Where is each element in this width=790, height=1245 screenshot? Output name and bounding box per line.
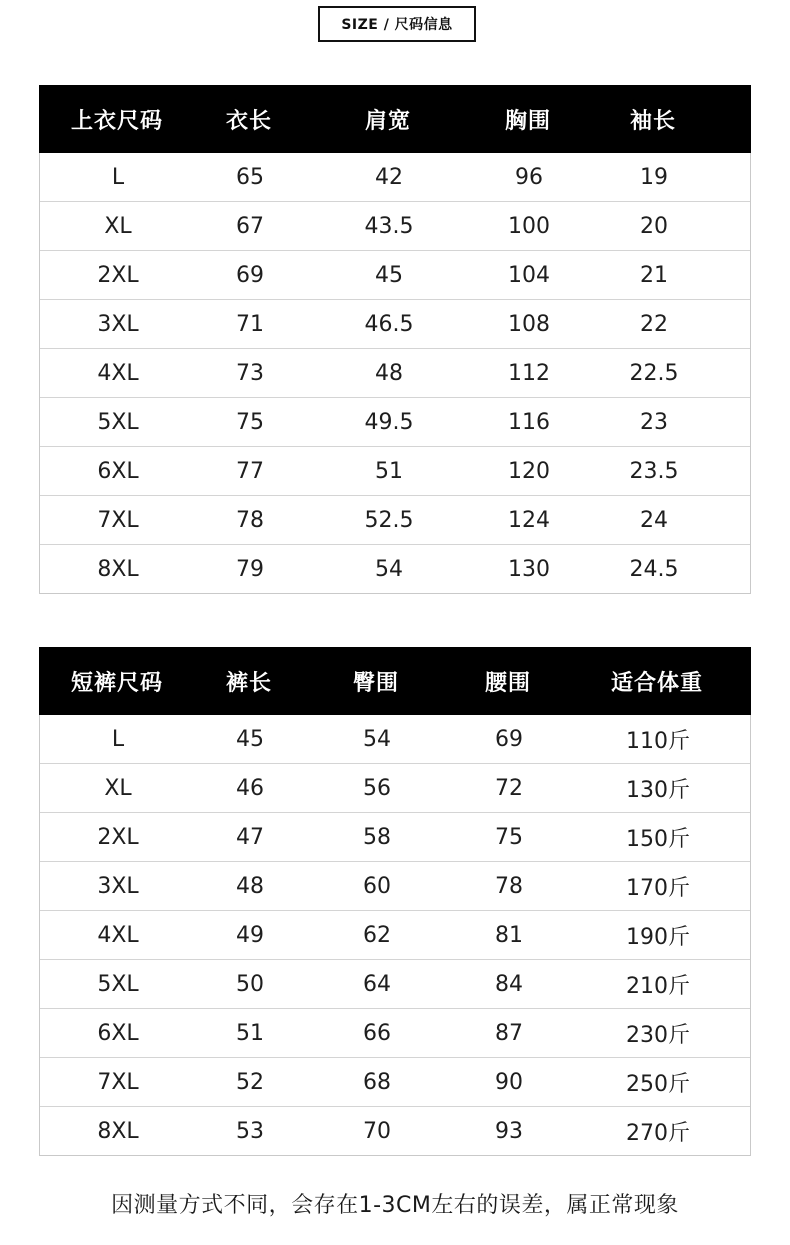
shorts-header-weight: 适合体重	[610, 670, 704, 696]
weight-cell: 210斤	[626, 973, 690, 999]
waist-cell: 78	[495, 873, 523, 899]
hip-cell: 64	[363, 971, 391, 997]
weight-cell: 250斤	[626, 1071, 690, 1097]
length-cell: 69	[236, 262, 264, 288]
length-cell: 75	[236, 409, 264, 435]
table-row	[40, 911, 750, 960]
shoulder-cell: 45	[375, 262, 403, 288]
sleeve-cell: 19	[640, 164, 668, 190]
shorts-header-length: 裤长	[225, 670, 273, 696]
hip-cell: 68	[363, 1069, 391, 1095]
sleeve-cell: 22.5	[629, 360, 679, 386]
chest-cell: 100	[508, 213, 550, 239]
length-cell: 45	[236, 726, 264, 752]
size-cell: 5XL	[97, 409, 139, 435]
hip-cell: 60	[363, 873, 391, 899]
table-row	[40, 545, 750, 593]
size-cell: 4XL	[97, 922, 139, 948]
chest-cell: 112	[508, 360, 550, 386]
hip-cell: 56	[363, 775, 391, 801]
shoulder-cell: 51	[375, 458, 403, 484]
waist-cell: 84	[495, 971, 523, 997]
table-row	[40, 202, 750, 251]
table-row	[40, 764, 750, 813]
top-header-length: 衣长	[225, 108, 273, 134]
size-cell: 8XL	[97, 1118, 139, 1144]
table-row	[40, 447, 750, 496]
weight-cell: 270斤	[626, 1120, 690, 1146]
table-row	[40, 813, 750, 862]
waist-cell: 69	[495, 726, 523, 752]
table-row	[40, 251, 750, 300]
measurement-disclaimer: 因测量方式不同，会存在1-3CM左右的误差，属正常现象	[111, 1193, 679, 1218]
size-cell: 3XL	[97, 311, 139, 337]
table-row	[40, 960, 750, 1009]
length-cell: 71	[236, 311, 264, 337]
table-row	[40, 300, 750, 349]
shoulder-cell: 52.5	[364, 507, 414, 533]
chest-cell: 116	[508, 409, 550, 435]
size-cell: L	[111, 726, 125, 752]
shorts-header-hip: 臀围	[352, 670, 400, 696]
length-cell: 78	[236, 507, 264, 533]
size-cell: L	[111, 164, 125, 190]
shorts-header-waist: 腰围	[484, 670, 532, 696]
top-header-sleeve: 袖长	[629, 108, 677, 134]
length-cell: 65	[236, 164, 264, 190]
size-cell: 2XL	[97, 262, 139, 288]
hip-cell: 62	[363, 922, 391, 948]
weight-cell: 190斤	[626, 924, 690, 950]
hip-cell: 70	[363, 1118, 391, 1144]
sleeve-cell: 22	[640, 311, 668, 337]
weight-cell: 130斤	[626, 777, 690, 803]
shoulder-cell: 54	[375, 556, 403, 582]
waist-cell: 90	[495, 1069, 523, 1095]
waist-cell: 93	[495, 1118, 523, 1144]
length-cell: 51	[236, 1020, 264, 1046]
size-cell: 7XL	[97, 507, 139, 533]
length-cell: 77	[236, 458, 264, 484]
sleeve-cell: 20	[640, 213, 668, 239]
table-row	[40, 153, 750, 202]
table-row	[40, 398, 750, 447]
chest-cell: 108	[508, 311, 550, 337]
sleeve-cell: 24	[640, 507, 668, 533]
size-cell: 2XL	[97, 824, 139, 850]
shoulder-cell: 46.5	[364, 311, 414, 337]
chest-cell: 120	[508, 458, 550, 484]
size-cell: 6XL	[97, 458, 139, 484]
top-size-table	[39, 85, 751, 594]
hip-cell: 58	[363, 824, 391, 850]
size-cell: XL	[104, 213, 132, 239]
length-cell: 53	[236, 1118, 264, 1144]
length-cell: 48	[236, 873, 264, 899]
shorts-header-size: 短裤尺码	[70, 670, 164, 696]
top-header-size: 上衣尺码	[70, 108, 164, 134]
size-cell: 4XL	[97, 360, 139, 386]
chest-cell: 130	[508, 556, 550, 582]
shorts-table-header	[39, 647, 751, 715]
table-row	[40, 1058, 750, 1107]
length-cell: 67	[236, 213, 264, 239]
length-cell: 52	[236, 1069, 264, 1095]
top-table-header	[39, 85, 751, 153]
shoulder-cell: 43.5	[364, 213, 414, 239]
length-cell: 49	[236, 922, 264, 948]
table-row	[40, 349, 750, 398]
length-cell: 73	[236, 360, 264, 386]
size-cell: 6XL	[97, 1020, 139, 1046]
size-cell: 8XL	[97, 556, 139, 582]
chest-cell: 124	[508, 507, 550, 533]
size-cell: 7XL	[97, 1069, 139, 1095]
shoulder-cell: 49.5	[364, 409, 414, 435]
sleeve-cell: 23	[640, 409, 668, 435]
length-cell: 50	[236, 971, 264, 997]
shoulder-cell: 48	[375, 360, 403, 386]
sleeve-cell: 21	[640, 262, 668, 288]
shoulder-cell: 42	[375, 164, 403, 190]
hip-cell: 66	[363, 1020, 391, 1046]
weight-cell: 230斤	[626, 1022, 690, 1048]
size-cell: XL	[104, 775, 132, 801]
size-cell: 3XL	[97, 873, 139, 899]
top-header-chest: 胸围	[504, 108, 552, 134]
shorts-size-table	[39, 647, 751, 1156]
waist-cell: 81	[495, 922, 523, 948]
table-row	[40, 1107, 750, 1155]
sleeve-cell: 24.5	[629, 556, 679, 582]
size-cell: 5XL	[97, 971, 139, 997]
waist-cell: 75	[495, 824, 523, 850]
length-cell: 79	[236, 556, 264, 582]
chest-cell: 104	[508, 262, 550, 288]
waist-cell: 87	[495, 1020, 523, 1046]
table-row	[40, 715, 750, 764]
length-cell: 46	[236, 775, 264, 801]
weight-cell: 110斤	[626, 728, 690, 754]
top-header-shoulder: 肩宽	[364, 108, 412, 134]
table-row	[40, 862, 750, 911]
table-row	[40, 496, 750, 545]
weight-cell: 150斤	[626, 826, 690, 852]
weight-cell: 170斤	[626, 875, 690, 901]
table-row	[40, 1009, 750, 1058]
size-info-badge: SIZE / 尺码信息	[318, 6, 476, 42]
waist-cell: 72	[495, 775, 523, 801]
length-cell: 47	[236, 824, 264, 850]
sleeve-cell: 23.5	[629, 458, 679, 484]
hip-cell: 54	[363, 726, 391, 752]
chest-cell: 96	[515, 164, 543, 190]
